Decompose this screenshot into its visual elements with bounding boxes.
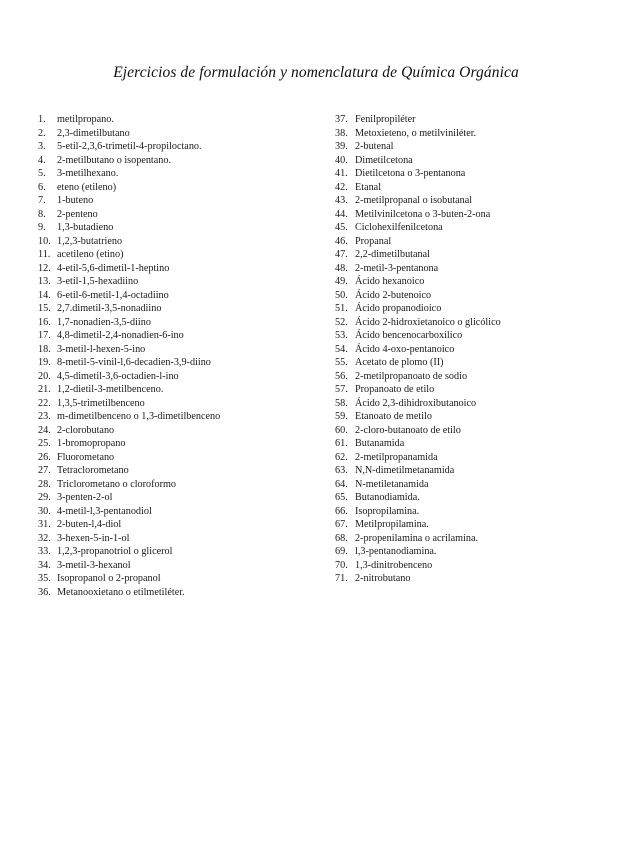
item-text: 4-etil-5,6-dimetil-1-heptino — [57, 262, 170, 274]
item-text: 3-metilhexano. — [57, 168, 119, 179]
item-text: 2-cloro-butanoato de etilo — [355, 424, 461, 436]
list-item — [335, 302, 615, 316]
list-item — [335, 140, 615, 154]
item-text: 4,8-dimetil-2,4-nonadien-6-ino — [57, 330, 184, 341]
item-text: 1-bromopropano — [57, 438, 126, 449]
item-number: 57. — [335, 384, 348, 395]
item-number: 50. — [335, 289, 348, 301]
item-text: Metilpropilamina. — [355, 519, 429, 530]
list-item — [38, 248, 328, 262]
item-number: 46. — [335, 235, 348, 247]
item-text: 2-metil-3-pentanona — [355, 262, 439, 274]
list-item — [38, 572, 328, 586]
list-item — [335, 289, 615, 303]
item-number: 35. — [38, 573, 51, 584]
item-text: Metilvinilcetona o 3-buten-2-ona — [355, 208, 491, 220]
list-item — [335, 437, 615, 451]
item-number: 62. — [335, 451, 348, 463]
list-item — [38, 343, 328, 357]
exercise-list-left — [38, 113, 328, 599]
item-text: 1,3,5-trimetilbenceno — [57, 397, 145, 409]
item-number: 1. — [38, 114, 46, 125]
item-number: 16. — [38, 316, 51, 328]
item-number: 32. — [38, 532, 51, 544]
item-number: 12. — [38, 262, 51, 274]
list-item — [38, 424, 328, 438]
item-number: 23. — [38, 411, 51, 422]
item-text: Dietilcetona o 3-pentanona — [355, 168, 466, 179]
item-number: 58. — [335, 397, 348, 409]
item-text: 2-metilpropanamida — [355, 451, 438, 463]
list-item — [38, 181, 328, 195]
list-item — [38, 316, 328, 330]
item-number: 17. — [38, 330, 51, 341]
item-number: 56. — [335, 370, 348, 382]
list-item — [335, 505, 615, 519]
item-text: Propanal — [355, 235, 392, 247]
item-text: N,N-dimetilmetanamida — [355, 465, 455, 476]
list-item — [335, 545, 615, 559]
list-item — [38, 370, 328, 384]
list-item — [38, 397, 328, 411]
list-item — [38, 532, 328, 546]
item-number: 63. — [335, 465, 348, 476]
item-text: Isopropanol o 2-propanol — [57, 573, 161, 584]
item-number: 31. — [38, 519, 51, 530]
item-number: 7. — [38, 195, 46, 206]
item-text: Ácido 2-hidroxietanoico o glicólico — [355, 316, 501, 328]
list-item — [38, 356, 328, 370]
item-number: 43. — [335, 195, 348, 206]
item-number: 54. — [335, 343, 348, 355]
list-item — [335, 383, 615, 397]
item-text: 3-hexen-5-in-1-ol — [57, 532, 130, 544]
list-item — [335, 316, 615, 330]
item-number: 38. — [335, 127, 348, 139]
list-item — [38, 559, 328, 573]
item-text: Butanodiamida. — [355, 492, 420, 503]
item-text: 6-etil-6-metil-1,4-octadiino — [57, 289, 169, 301]
item-number: 44. — [335, 208, 348, 220]
item-number: 36. — [38, 586, 51, 598]
list-item — [335, 370, 615, 384]
list-item — [38, 127, 328, 141]
item-text: Metoxieteno, o metilviniléter. — [355, 127, 477, 139]
item-number: 8. — [38, 208, 46, 220]
item-number: 66. — [335, 505, 348, 517]
item-text: Ácido hexanoico — [355, 276, 425, 287]
item-text: 1,7-nonadien-3,5-diino — [57, 316, 151, 328]
item-number: 28. — [38, 478, 51, 490]
item-text: 3-metil-l-hexen-5-ino — [57, 343, 146, 355]
item-number: 4. — [38, 154, 46, 166]
list-item — [38, 208, 328, 222]
list-item — [335, 491, 615, 505]
item-text: 8-metil-5-vinil-l,6-decadien-3,9-diino — [57, 357, 211, 368]
list-item — [335, 181, 615, 195]
list-item — [335, 248, 615, 262]
list-item — [335, 518, 615, 532]
item-number: 47. — [335, 249, 348, 260]
list-item — [38, 451, 328, 465]
item-text: 1,3-butadieno — [57, 222, 114, 233]
item-text: 1,2-dietil-3-metilbenceno. — [57, 384, 164, 395]
item-number: 19. — [38, 357, 51, 368]
list-item — [335, 424, 615, 438]
item-number: 25. — [38, 438, 51, 449]
item-text: Ácido bencenocarboxilico — [355, 330, 463, 341]
item-number: 48. — [335, 262, 348, 274]
item-number: 14. — [38, 289, 51, 301]
item-number: 24. — [38, 424, 51, 436]
item-number: 2. — [38, 127, 46, 139]
item-text: 2-butenal — [355, 141, 394, 152]
list-item — [38, 518, 328, 532]
list-item — [38, 383, 328, 397]
item-text: acetileno (etino) — [57, 249, 124, 260]
list-item — [335, 194, 615, 208]
item-text: 2,7.dimetil-3,5-nonadiino — [57, 303, 162, 314]
list-item — [38, 505, 328, 519]
list-item — [38, 113, 328, 127]
item-number: 27. — [38, 465, 51, 476]
item-text: Isopropilamina. — [355, 505, 420, 517]
item-number: 10. — [38, 235, 51, 247]
list-item — [38, 491, 328, 505]
list-item — [335, 532, 615, 546]
list-item — [335, 478, 615, 492]
item-text: metilpropano. — [57, 114, 114, 125]
item-text: 2,3-dimetilbutano — [57, 127, 130, 139]
item-number: 30. — [38, 505, 51, 517]
item-number: 33. — [38, 546, 51, 557]
item-number: 59. — [335, 411, 348, 422]
item-number: 51. — [335, 303, 348, 314]
item-text: 3-etil-1,5-hexadiino — [57, 276, 139, 287]
item-text: 2-metilpropanal o isobutanal — [355, 195, 473, 206]
list-item — [335, 559, 615, 573]
list-item — [38, 262, 328, 276]
list-item — [335, 221, 615, 235]
item-number: 69. — [335, 546, 348, 557]
item-text: l,3-pentanodiamina. — [355, 546, 437, 557]
item-number: 39. — [335, 141, 348, 152]
item-number: 52. — [335, 316, 348, 328]
list-item — [335, 275, 615, 289]
item-text: eteno (etileno) — [57, 181, 117, 193]
item-text: N-metiletanamida — [355, 478, 429, 490]
item-text: 1,2,3-butatrieno — [57, 235, 123, 247]
item-text: Ácido 2,3-dihidroxibutanoico — [355, 397, 477, 409]
item-text: 4,5-dimetil-3,6-octadien-l-ino — [57, 370, 179, 382]
item-text: Etanal — [355, 181, 382, 193]
item-number: 5. — [38, 168, 46, 179]
item-text: Ácido 4-oxo-pentanoico — [355, 343, 455, 355]
list-item — [335, 235, 615, 249]
list-item — [38, 154, 328, 168]
item-text: Triclorometano o cloroformo — [57, 478, 177, 490]
list-item — [38, 289, 328, 303]
item-number: 65. — [335, 492, 348, 503]
item-text: 3-penten-2-ol — [57, 492, 113, 503]
item-text: Ácido 2-butenoico — [355, 289, 432, 301]
item-text: Dimetilcetona — [355, 154, 413, 166]
item-text: 2-clorobutano — [57, 424, 115, 436]
item-text: Ciclohexilfenilcetona — [355, 222, 443, 233]
list-item — [335, 127, 615, 141]
list-item — [38, 235, 328, 249]
item-number: 68. — [335, 532, 348, 544]
item-number: 18. — [38, 343, 51, 355]
list-item — [38, 464, 328, 478]
item-number: 40. — [335, 154, 348, 166]
item-number: 60. — [335, 424, 348, 436]
list-item — [335, 262, 615, 276]
list-item — [38, 140, 328, 154]
item-text: 2-propenilamina o acrilamina. — [355, 532, 479, 544]
item-number: 45. — [335, 222, 348, 233]
item-text: Propanoato de etilo — [355, 384, 435, 395]
list-item — [335, 154, 615, 168]
item-text: 2-buten-l,4-diol — [57, 519, 122, 530]
item-text: Butanamida — [355, 438, 405, 449]
item-text: Acetato de plomo (II) — [355, 357, 444, 368]
item-text: Fenilpropiléter — [355, 114, 416, 125]
item-number: 29. — [38, 492, 51, 503]
item-text: 1-buteno — [57, 195, 94, 206]
list-item — [335, 343, 615, 357]
item-text: Tetraclorometano — [57, 465, 129, 476]
list-item — [38, 329, 328, 343]
item-number: 20. — [38, 370, 51, 382]
item-number: 37. — [335, 114, 348, 125]
page-title: Ejercicios de formulación y nomenclatura de Química Orgánica — [113, 64, 519, 81]
item-text: m-dimetilbenceno o 1,3-dimetilbenceno — [57, 411, 221, 422]
list-item — [38, 410, 328, 424]
item-number: 34. — [38, 559, 51, 571]
list-item — [335, 451, 615, 465]
list-item — [38, 194, 328, 208]
item-number: 61. — [335, 438, 348, 449]
list-item — [38, 478, 328, 492]
item-number: 41. — [335, 168, 348, 179]
item-number: 6. — [38, 181, 46, 193]
list-item — [335, 113, 615, 127]
item-number: 53. — [335, 330, 348, 341]
item-number: 42. — [335, 181, 348, 193]
item-number: 26. — [38, 451, 51, 463]
list-item — [335, 397, 615, 411]
item-number: 64. — [335, 478, 348, 490]
item-text: Ácido propanodioico — [355, 303, 442, 314]
exercise-list-right — [335, 113, 615, 586]
item-number: 9. — [38, 222, 46, 233]
list-item — [38, 275, 328, 289]
item-number: 49. — [335, 276, 348, 287]
item-number: 22. — [38, 397, 51, 409]
item-text: Fluorometano — [57, 451, 115, 463]
item-number: 55. — [335, 357, 348, 368]
item-number: 70. — [335, 559, 348, 571]
list-item — [38, 437, 328, 451]
list-item — [335, 329, 615, 343]
item-number: 3. — [38, 141, 46, 152]
item-text: 5-etil-2,3,6-trimetil-4-propiloctano. — [57, 141, 202, 152]
item-text: 2-metilpropanoato de sodio — [355, 370, 468, 382]
item-number: 71. — [335, 573, 348, 584]
item-number: 21. — [38, 384, 51, 395]
list-item — [335, 464, 615, 478]
item-text: 2,2-dimetilbutanal — [355, 249, 430, 260]
item-number: 67. — [335, 519, 348, 530]
item-text: 3-metil-3-hexanol — [57, 559, 131, 571]
list-item — [38, 221, 328, 235]
item-number: 13. — [38, 276, 51, 287]
item-text: 4-metil-l,3-pentanodiol — [57, 505, 152, 517]
list-item — [335, 572, 615, 586]
item-text: 2-penteno — [57, 208, 98, 220]
item-text: Etanoato de metilo — [355, 411, 432, 422]
list-item — [38, 302, 328, 316]
list-item — [38, 167, 328, 181]
item-text: 1,2,3-propanotriol o glicerol — [57, 546, 173, 557]
list-item — [38, 586, 328, 600]
item-text: Metanooxietano o etilmetiléter. — [57, 586, 185, 598]
list-item — [335, 410, 615, 424]
list-item — [335, 356, 615, 370]
list-item — [335, 208, 615, 222]
list-item — [335, 167, 615, 181]
item-number: 15. — [38, 303, 51, 314]
item-text: 2-nitrobutano — [355, 573, 411, 584]
list-item — [38, 545, 328, 559]
item-text: 1,3-dinitrobenceno — [355, 559, 433, 571]
item-number: 11. — [38, 249, 51, 260]
item-text: 2-metilbutano o isopentano. — [57, 154, 172, 166]
